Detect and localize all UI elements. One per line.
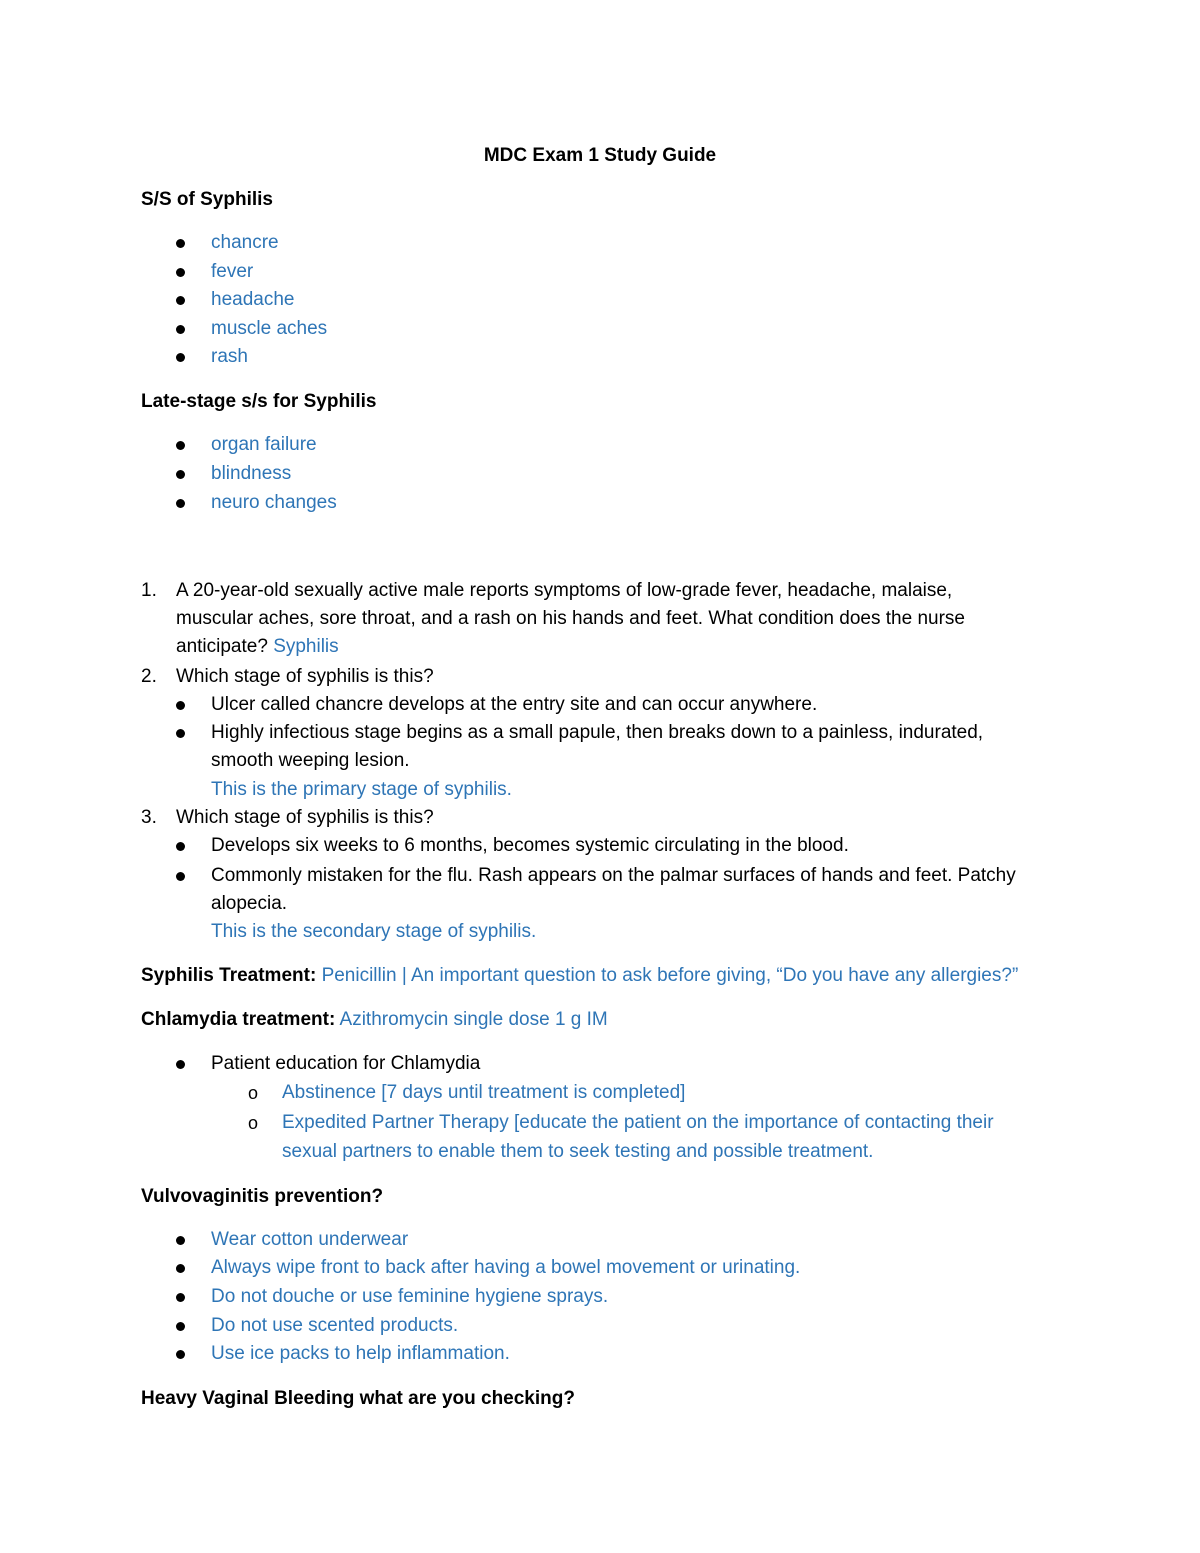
list-item: fever	[211, 261, 254, 282]
heavy-bleeding-heading: Heavy Vaginal Bleeding what are you checking?	[141, 1388, 575, 1409]
list-item: blindness	[211, 463, 292, 484]
list-item: Always wipe front to back after having a bowel movement or urinating.	[211, 1257, 801, 1278]
list-item: muscle aches	[211, 318, 328, 339]
bullet-icon	[176, 701, 185, 710]
circle-bullet-icon: o	[248, 1113, 259, 1133]
list-item: Do not use scented products.	[211, 1315, 459, 1336]
list-item: rash	[211, 346, 248, 367]
question-2-text: Which stage of syphilis is this?	[176, 666, 434, 687]
syphilis-ss-heading: S/S of Syphilis	[141, 189, 273, 210]
chlamydia-education-item-cont: sexual partners to enable them to seek testing and possible treatment.	[282, 1141, 874, 1162]
list-item: neuro changes	[211, 492, 337, 513]
chlamydia-treatment-value: Azithromycin single dose 1 g IM	[339, 1009, 608, 1030]
bullet-icon	[176, 1264, 185, 1273]
bullet-icon	[176, 1350, 185, 1359]
syphilis-treatment-value: Penicillin | An important question to ask before giving, “Do you have any allergies?”	[321, 965, 1019, 986]
question-3-bullet: Commonly mistaken for the flu. Rash appears on the palmar surfaces of hands and feet. Patchy	[211, 865, 1016, 886]
question-3-bullet-cont: alopecia.	[211, 893, 288, 914]
bullet-icon	[176, 1293, 185, 1302]
question-2-bullet: Ulcer called chancre develops at the entry site and can occur anywhere.	[211, 694, 818, 715]
question-number: 2.	[141, 666, 157, 687]
bullet-icon	[176, 268, 185, 277]
bullet-icon	[176, 729, 185, 738]
question-1-last-line	[176, 635, 339, 659]
list-item: organ failure	[211, 434, 317, 455]
question-number: 1.	[141, 580, 157, 601]
vulvovaginitis-heading: Vulvovaginitis prevention?	[141, 1186, 384, 1207]
circle-bullet-icon: o	[248, 1083, 259, 1103]
question-1-answer: Syphilis	[273, 636, 339, 657]
question-2-answer: This is the primary stage of syphilis.	[211, 779, 512, 800]
question-1-line: muscular aches, sore throat, and a rash on his hands and feet. What condition does the nurse	[176, 608, 965, 629]
bullet-icon	[176, 353, 185, 362]
question-1-text: anticipate?	[176, 636, 268, 657]
late-stage-heading: Late-stage s/s for Syphilis	[141, 391, 377, 412]
bullet-icon	[176, 441, 185, 450]
syphilis-treatment-label: Syphilis Treatment:	[141, 965, 317, 986]
question-3-text: Which stage of syphilis is this?	[176, 807, 434, 828]
question-2-bullet-cont: smooth weeping lesion.	[211, 750, 410, 771]
chlamydia-education-heading: Patient education for Chlamydia	[211, 1053, 481, 1074]
chlamydia-treatment-line	[141, 1008, 608, 1032]
bullet-icon	[176, 872, 185, 881]
question-3-answer: This is the secondary stage of syphilis.	[211, 921, 537, 942]
bullet-icon	[176, 325, 185, 334]
bullet-icon	[176, 842, 185, 851]
bullet-icon	[176, 1236, 185, 1245]
question-2-bullet: Highly infectious stage begins as a small papule, then breaks down to a painless, indurated,	[211, 722, 984, 743]
syphilis-treatment-line	[141, 964, 1018, 988]
page-title: MDC Exam 1 Study Guide	[483, 145, 717, 166]
list-item: headache	[211, 289, 295, 310]
list-item: Do not douche or use feminine hygiene sprays.	[211, 1286, 609, 1307]
list-item: chancre	[211, 232, 279, 253]
list-item: Wear cotton underwear	[211, 1229, 409, 1250]
question-3-bullet: Develops six weeks to 6 months, becomes systemic circulating in the blood.	[211, 835, 849, 856]
chlamydia-education-item: Abstinence [7 days until treatment is completed]	[282, 1082, 686, 1103]
chlamydia-education-item: Expedited Partner Therapy [educate the patient on the importance of contacting their	[282, 1112, 994, 1133]
list-item: Use ice packs to help inflammation.	[211, 1343, 510, 1364]
bullet-icon	[176, 296, 185, 305]
bullet-icon	[176, 470, 185, 479]
bullet-icon	[176, 499, 185, 508]
question-number: 3.	[141, 807, 157, 828]
bullet-icon	[176, 1060, 185, 1069]
question-1-line: A 20-year-old sexually active male reports symptoms of low-grade fever, headache, malaise,	[176, 580, 953, 601]
bullet-icon	[176, 1322, 185, 1331]
bullet-icon	[176, 239, 185, 248]
chlamydia-treatment-label: Chlamydia treatment:	[141, 1009, 336, 1030]
